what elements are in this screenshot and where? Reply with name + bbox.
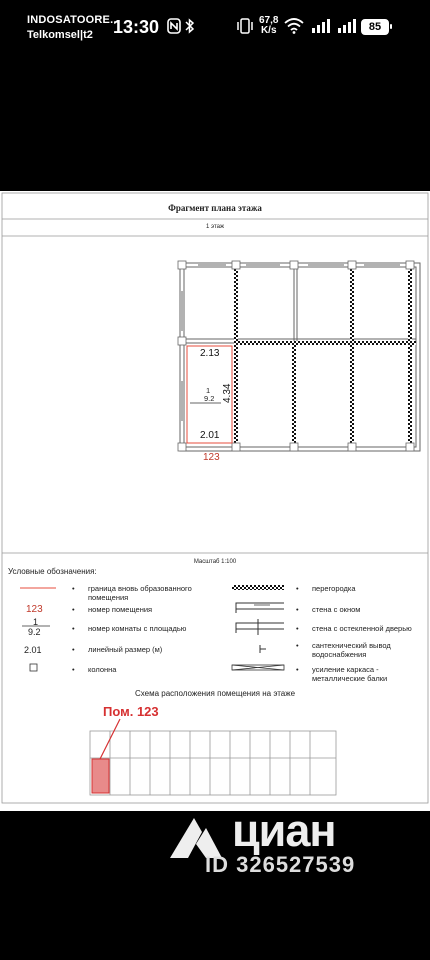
- legend-item-beams: усиление каркаса - металлические балки: [312, 665, 388, 683]
- room-area-label: 9.2: [204, 394, 215, 403]
- floor-label: 1 этаж: [206, 224, 224, 230]
- legend-item-window-wall: стена с окном: [312, 605, 361, 614]
- bullet: •: [72, 645, 75, 654]
- clock: 13:30: [113, 17, 160, 37]
- highlighted-room: [92, 759, 109, 793]
- bullet: •: [72, 624, 75, 633]
- bullet: •: [296, 605, 299, 614]
- document-title: Фрагмент плана этажа: [168, 203, 262, 213]
- scheme-title: Схема расположения помещения на этаже: [134, 689, 296, 698]
- legend-item-boundary: граница вновь образованного помещения: [88, 584, 192, 602]
- dimension-bottom: 2.01: [200, 430, 220, 441]
- scale-label: Масштаб 1:100: [193, 559, 237, 565]
- bullet: •: [296, 665, 299, 674]
- watermark-brand: циан: [232, 805, 336, 856]
- bullet: •: [72, 665, 75, 674]
- legend-symbol-room: 123: [26, 604, 43, 615]
- legend-item-plumbing: сантехнический вывод водоснабжения: [312, 641, 391, 659]
- signal-icon: [310, 18, 332, 34]
- legend-symbol-dimension: 2.01: [24, 645, 42, 655]
- partitions: [234, 267, 416, 447]
- legend-symbol-room-area: 9.2: [28, 627, 41, 637]
- legend-item-partition: перегородка: [312, 584, 356, 593]
- legend-title: Условные обозначения:: [8, 567, 97, 576]
- battery-tip: [390, 24, 392, 29]
- signal-icon-2: [336, 18, 358, 34]
- bullet: •: [72, 584, 75, 593]
- floor-plan-document[interactable]: [0, 191, 430, 811]
- bluetooth-icon: [185, 18, 195, 34]
- carrier-primary: INDOSATOORE...: [27, 14, 120, 26]
- location-scheme: [90, 731, 336, 795]
- dimension-height: 4.34: [222, 383, 233, 403]
- status-bar: [0, 0, 430, 56]
- legend-item-column: колонна: [88, 665, 117, 674]
- bullet: •: [296, 584, 299, 593]
- watermark-id: ID 326527539: [205, 852, 356, 877]
- network-speed: 67,8 K/s: [259, 15, 279, 36]
- vibrate-icon: [236, 18, 254, 34]
- legend-item-room-number: номер помещения: [88, 605, 153, 614]
- room-number: 123: [203, 452, 220, 463]
- nfc-icon: [167, 18, 181, 34]
- legend-item-dimension: линейный размер (м): [88, 645, 163, 654]
- room-number-label: 1: [206, 386, 211, 395]
- bullet: •: [296, 641, 299, 650]
- legend-symbol-room-no: 1: [33, 617, 39, 627]
- bullet: •: [72, 605, 75, 614]
- carrier-secondary: Telkomsel|t2: [27, 29, 93, 41]
- bullet: •: [296, 624, 299, 633]
- legend-item-glass-door-wall: стена с остекленной дверью: [312, 624, 412, 633]
- floor-plan-drawing: [0, 191, 430, 811]
- legend-item-room-area: номер комнаты с площадью: [88, 624, 187, 633]
- dimension-top: 2.13: [200, 348, 220, 359]
- battery-indicator: 85: [361, 19, 389, 35]
- wifi-icon: [284, 18, 304, 34]
- scheme-room-label: Пом. 123: [103, 704, 159, 719]
